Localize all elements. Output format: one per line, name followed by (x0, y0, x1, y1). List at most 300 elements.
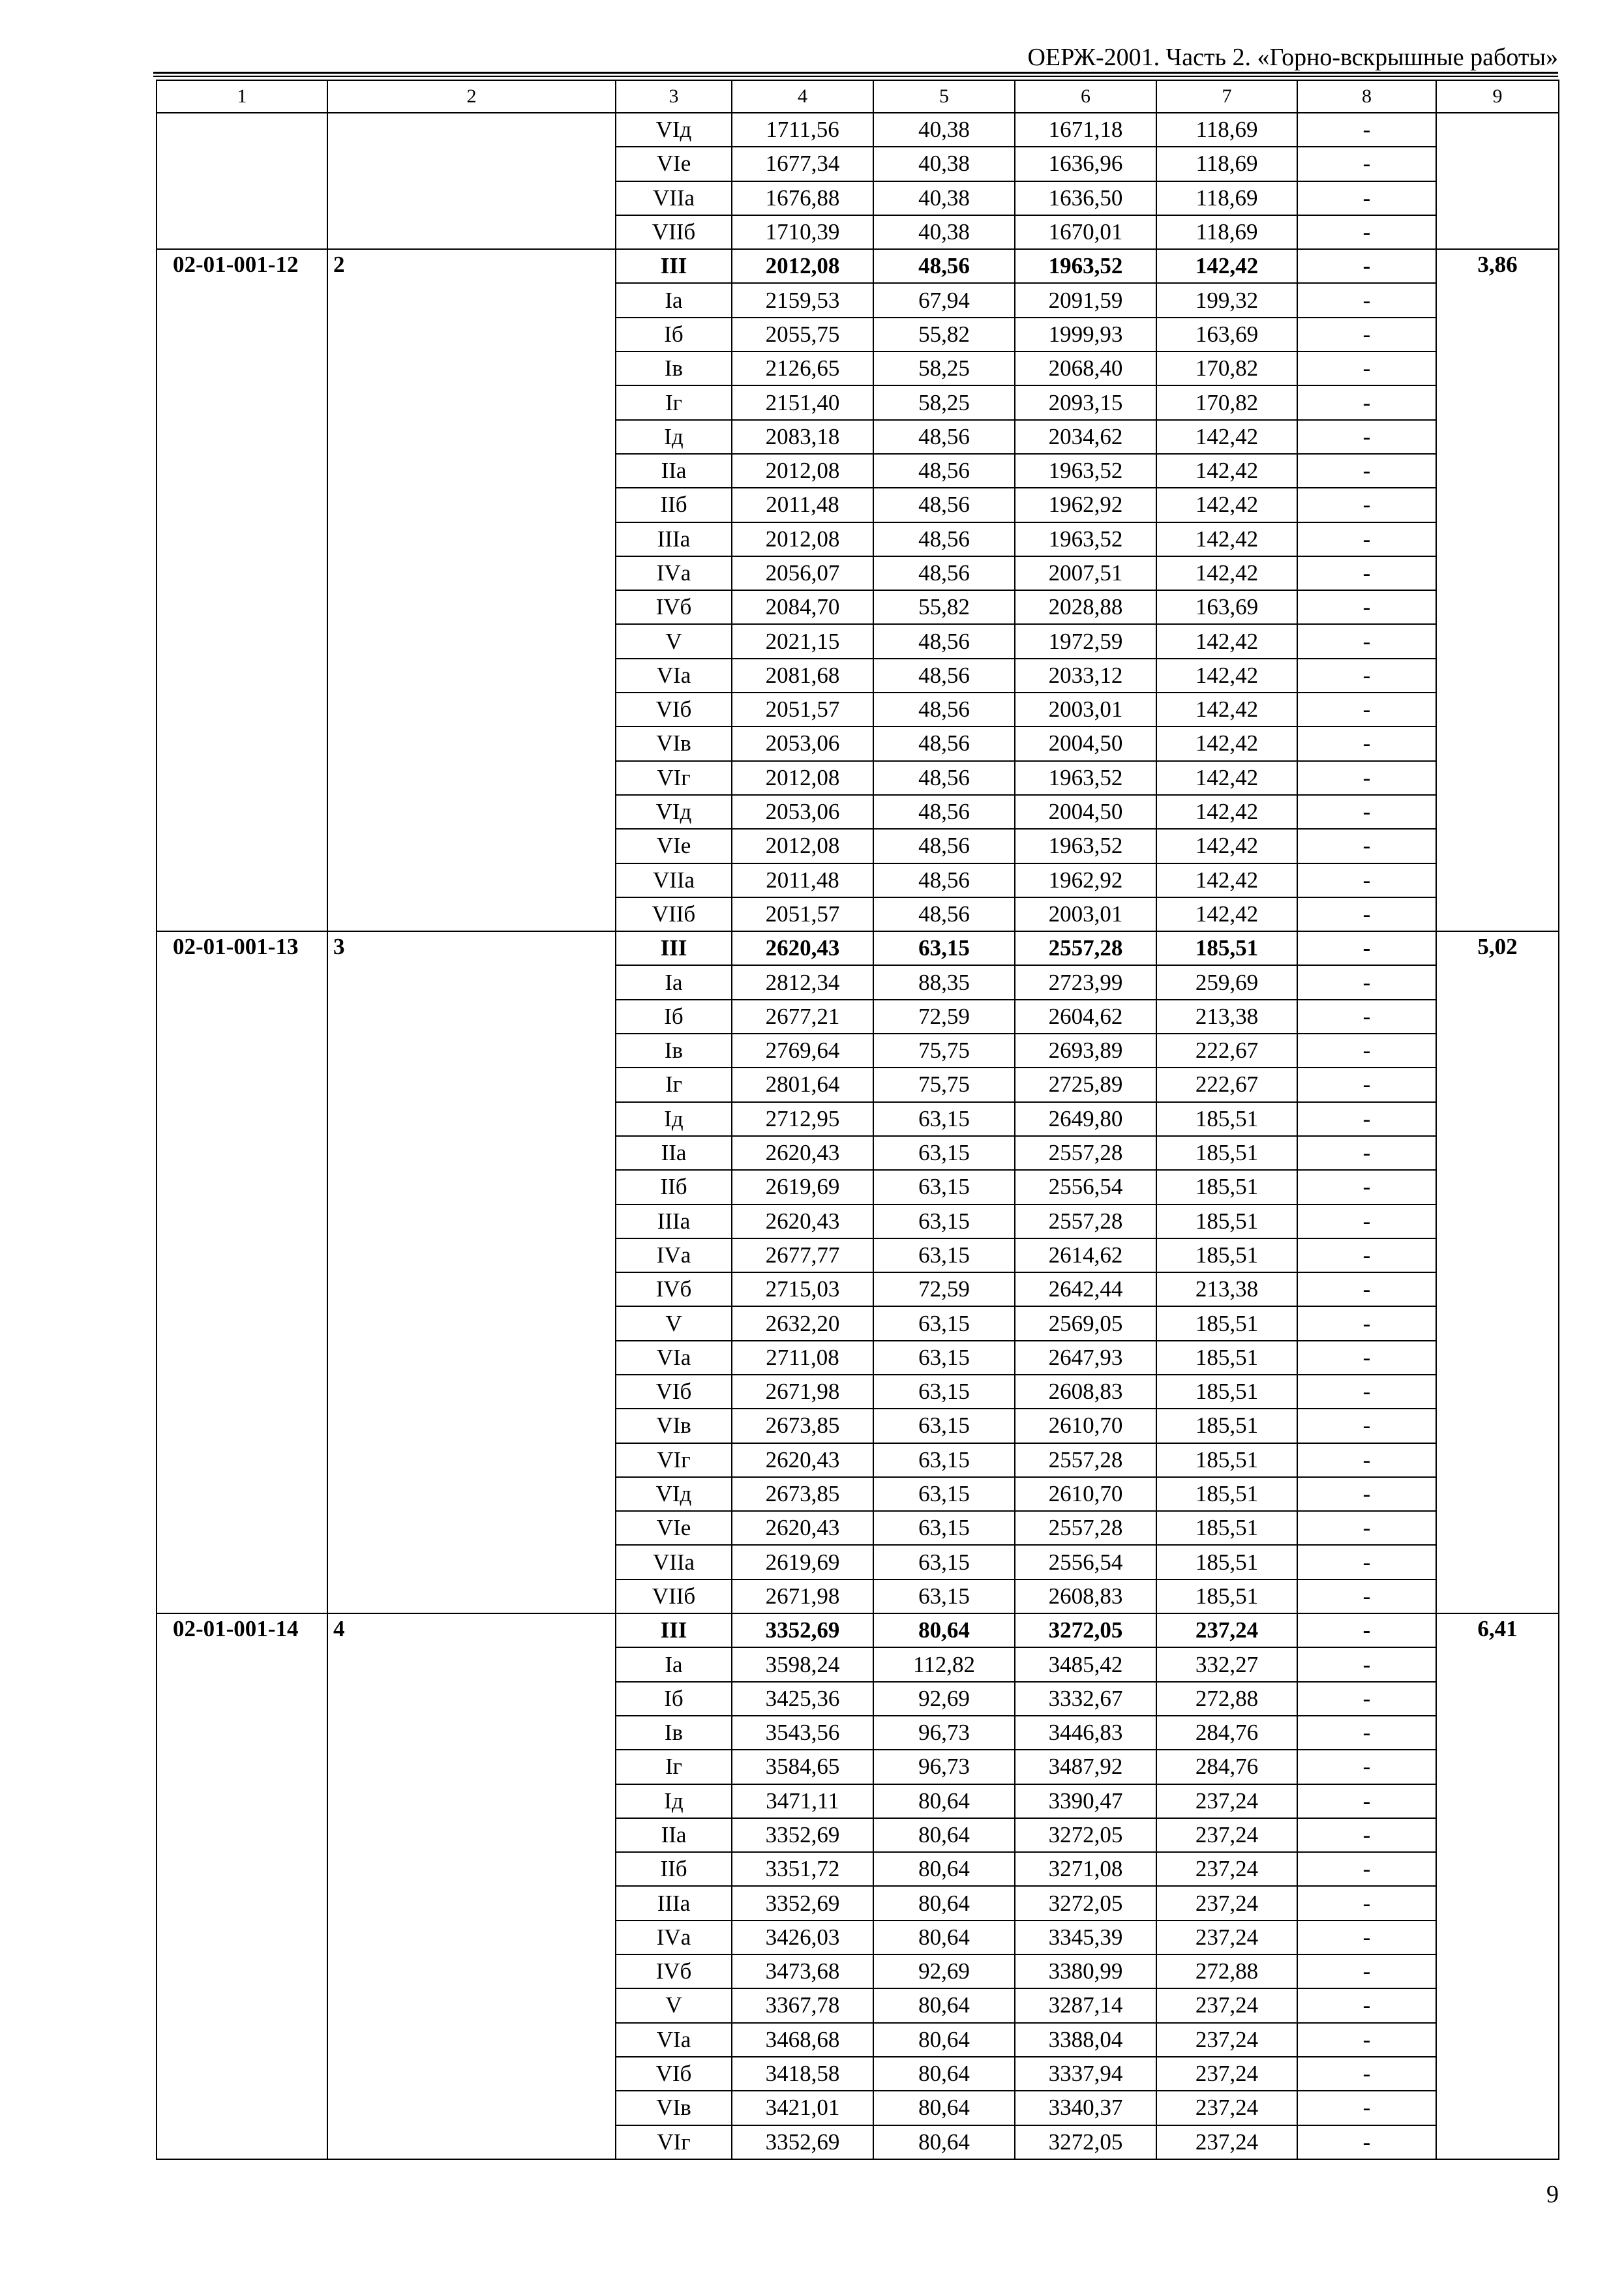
table-cell-col4: 2632,20 (732, 1306, 873, 1340)
table-cell-col8: - (1297, 1102, 1436, 1136)
table-cell-col7: 185,51 (1156, 1579, 1297, 1613)
column-9-cell (1436, 113, 1559, 249)
table-cell-col5: 48,56 (873, 556, 1015, 590)
table-cell-col6: 2028,88 (1015, 590, 1156, 624)
table-cell-col7: 142,42 (1156, 693, 1297, 726)
table-cell-col3: VIе (616, 147, 732, 181)
table-cell-col6: 2569,05 (1015, 1306, 1156, 1340)
table-cell-col6: 2723,99 (1015, 965, 1156, 999)
table-cell-col8: - (1297, 1579, 1436, 1613)
table-cell-col7: 170,82 (1156, 385, 1297, 419)
table-cell-col3: VIв (616, 2091, 732, 2125)
table-cell-col8: - (1297, 693, 1436, 726)
table-row (157, 1613, 1559, 1647)
table-cell-col5: 48,56 (873, 249, 1015, 283)
table-cell-col3: IVа (616, 556, 732, 590)
table-cell-col8: - (1297, 1750, 1436, 1784)
table-cell-col7: 185,51 (1156, 1306, 1297, 1340)
table-cell-col4: 2053,06 (732, 726, 873, 760)
table-cell-col6: 3332,67 (1015, 1682, 1156, 1716)
table-cell-col7: 237,24 (1156, 1784, 1297, 1818)
table-cell-col4: 2801,64 (732, 1068, 873, 1101)
table-cell-col7: 237,24 (1156, 1886, 1297, 1920)
table-cell-col4: 1677,34 (732, 147, 873, 181)
table-cell-col8: - (1297, 454, 1436, 488)
table-cell-col7: 237,24 (1156, 1613, 1297, 1647)
table-cell-col3: Iд (616, 1102, 732, 1136)
column-9-cell: 5,02 (1436, 931, 1559, 1613)
table-cell-col7: 142,42 (1156, 420, 1297, 454)
table-cell-col6: 1972,59 (1015, 624, 1156, 658)
table-cell-col5: 63,15 (873, 1545, 1015, 1579)
table-cell-col4: 3584,65 (732, 1750, 873, 1784)
table-cell-col5: 48,56 (873, 454, 1015, 488)
table-cell-col5: 63,15 (873, 1409, 1015, 1443)
table-cell-col7: 118,69 (1156, 215, 1297, 249)
table-cell-col6: 2557,28 (1015, 1443, 1156, 1477)
table-cell-col3: V (616, 1306, 732, 1340)
table-cell-col5: 72,59 (873, 1272, 1015, 1306)
table-cell-col7: 185,51 (1156, 931, 1297, 965)
table-cell-col3: VIд (616, 795, 732, 829)
table-cell-col7: 185,51 (1156, 1545, 1297, 1579)
table-cell-col6: 2557,28 (1015, 1511, 1156, 1545)
table-cell-col3: VIа (616, 2023, 732, 2057)
table-cell-col3: VIIб (616, 897, 732, 931)
table-cell-col6: 2003,01 (1015, 693, 1156, 726)
table-cell-col3: Iб (616, 318, 732, 352)
table-cell-col6: 2610,70 (1015, 1477, 1156, 1511)
table-cell-col3: Iг (616, 1068, 732, 1101)
table-cell-col5: 80,64 (873, 2023, 1015, 2057)
table-cell-col7: 142,42 (1156, 556, 1297, 590)
table-cell-col7: 185,51 (1156, 1170, 1297, 1204)
table-cell-col5: 48,56 (873, 420, 1015, 454)
table-cell-col8: - (1297, 283, 1436, 317)
table-cell-col5: 58,25 (873, 385, 1015, 419)
table-cell-col7: 185,51 (1156, 1409, 1297, 1443)
table-cell-col7: 170,82 (1156, 352, 1297, 385)
table-cell-col4: 2677,21 (732, 1000, 873, 1034)
table-cell-col6: 2608,83 (1015, 1375, 1156, 1409)
table-cell-col6: 2091,59 (1015, 283, 1156, 317)
column-9-cell: 3,86 (1436, 249, 1559, 931)
table-cell-col8: - (1297, 659, 1436, 693)
table-cell-col5: 63,15 (873, 1306, 1015, 1340)
table-cell-col3: VIе (616, 1511, 732, 1545)
table-cell-col3: VIIа (616, 1545, 732, 1579)
table-cell-col8: - (1297, 1272, 1436, 1306)
table-cell-col3: VIб (616, 693, 732, 726)
table-cell-col6: 1671,18 (1015, 113, 1156, 147)
table-cell-col8: - (1297, 761, 1436, 795)
table-cell-col5: 72,59 (873, 1000, 1015, 1034)
table-cell-col5: 48,56 (873, 761, 1015, 795)
table-cell-col3: III (616, 249, 732, 283)
table-cell-col4: 2012,08 (732, 761, 873, 795)
table-cell-col6: 2007,51 (1015, 556, 1156, 590)
table-cell-col4: 3598,24 (732, 1647, 873, 1681)
table-cell-col5: 63,15 (873, 1477, 1015, 1511)
table-cell-col7: 185,51 (1156, 1341, 1297, 1375)
table-cell-col6: 1962,92 (1015, 488, 1156, 522)
table-cell-col7: 142,42 (1156, 454, 1297, 488)
column-number-4: 4 (732, 80, 873, 113)
table-cell-col4: 3352,69 (732, 1613, 873, 1647)
table-cell-col5: 96,73 (873, 1716, 1015, 1750)
table-cell-col7: 332,27 (1156, 1647, 1297, 1681)
table-cell-col5: 48,56 (873, 693, 1015, 726)
table-cell-col7: 237,24 (1156, 2091, 1297, 2125)
table-cell-col5: 40,38 (873, 181, 1015, 215)
table-cell-col6: 2642,44 (1015, 1272, 1156, 1306)
table-cell-col4: 2671,98 (732, 1579, 873, 1613)
table-cell-col7: 118,69 (1156, 181, 1297, 215)
table-cell-col4: 2081,68 (732, 659, 873, 693)
table-cell-col7: 185,51 (1156, 1477, 1297, 1511)
table-cell-col4: 2712,95 (732, 1102, 873, 1136)
table-row (157, 249, 1559, 283)
table-cell-col7: 142,42 (1156, 726, 1297, 760)
table-cell-col5: 67,94 (873, 283, 1015, 317)
table-cell-col6: 1963,52 (1015, 829, 1156, 863)
table-cell-col8: - (1297, 829, 1436, 863)
table-cell-col3: VIв (616, 726, 732, 760)
table-cell-col8: - (1297, 1921, 1436, 1954)
table-cell-col4: 3352,69 (732, 1818, 873, 1852)
table-cell-col7: 185,51 (1156, 1375, 1297, 1409)
table-cell-col6: 3340,37 (1015, 2091, 1156, 2125)
table-cell-col6: 2033,12 (1015, 659, 1156, 693)
table-cell-col5: 80,64 (873, 1921, 1015, 1954)
table-cell-col5: 48,56 (873, 659, 1015, 693)
table-cell-col4: 3426,03 (732, 1921, 873, 1954)
table-cell-col8: - (1297, 2023, 1436, 2057)
table-cell-col6: 2557,28 (1015, 931, 1156, 965)
table-cell-col8: - (1297, 1545, 1436, 1579)
table-cell-col3: IIб (616, 488, 732, 522)
norm-code-cell (157, 113, 327, 249)
table-cell-col4: 2619,69 (732, 1545, 873, 1579)
table-cell-col7: 142,42 (1156, 829, 1297, 863)
table-cell-col4: 2159,53 (732, 283, 873, 317)
table-cell-col8: - (1297, 1477, 1436, 1511)
group-cell (327, 113, 616, 249)
table-cell-col4: 1710,39 (732, 215, 873, 249)
table-cell-col6: 2034,62 (1015, 420, 1156, 454)
table-cell-col3: Iа (616, 965, 732, 999)
table-cell-col3: Iа (616, 1647, 732, 1681)
table-cell-col4: 2769,64 (732, 1034, 873, 1068)
table-cell-col8: - (1297, 1375, 1436, 1409)
table-cell-col8: - (1297, 1988, 1436, 2022)
table-cell-col3: IIа (616, 454, 732, 488)
table-cell-col3: VIIа (616, 181, 732, 215)
table-cell-col8: - (1297, 420, 1436, 454)
table-cell-col3: Iд (616, 420, 732, 454)
table-cell-col8: - (1297, 522, 1436, 556)
table-cell-col4: 2620,43 (732, 1511, 873, 1545)
table-cell-col8: - (1297, 624, 1436, 658)
header-rule-thick (153, 72, 1558, 74)
table-cell-col8: - (1297, 1306, 1436, 1340)
table-cell-col3: IIIа (616, 522, 732, 556)
table-cell-col3: IIа (616, 1136, 732, 1170)
table-cell-col6: 2068,40 (1015, 352, 1156, 385)
table-cell-col8: - (1297, 2057, 1436, 2091)
running-header: ОЕРЖ-2001. Часть 2. «Горно-вскрышные работы» (1027, 44, 1558, 71)
table-cell-col3: VIIб (616, 215, 732, 249)
column-number-8: 8 (1297, 80, 1436, 113)
table-cell-col3: Iа (616, 283, 732, 317)
table-cell-col7: 142,42 (1156, 624, 1297, 658)
table-cell-col5: 92,69 (873, 1954, 1015, 1988)
table-cell-col4: 3473,68 (732, 1954, 873, 1988)
table-cell-col3: VIг (616, 761, 732, 795)
table-cell-col3: III (616, 931, 732, 965)
table-cell-col4: 2055,75 (732, 318, 873, 352)
table-cell-col6: 3380,99 (1015, 1954, 1156, 1988)
table-cell-col8: - (1297, 352, 1436, 385)
table-cell-col8: - (1297, 1000, 1436, 1034)
table-cell-col3: IIб (616, 1852, 732, 1886)
table-cell-col8: - (1297, 1613, 1436, 1647)
table-cell-col4: 2126,65 (732, 352, 873, 385)
table-cell-col6: 3390,47 (1015, 1784, 1156, 1818)
table-cell-col3: Iб (616, 1682, 732, 1716)
table-row (157, 113, 1559, 147)
table-cell-col6: 3388,04 (1015, 2023, 1156, 2057)
table-cell-col6: 2557,28 (1015, 1204, 1156, 1238)
table-cell-col3: VIб (616, 2057, 732, 2091)
table-cell-col4: 3468,68 (732, 2023, 873, 2057)
group-cell: 4 (327, 1613, 616, 2159)
table-cell-col6: 1670,01 (1015, 215, 1156, 249)
table-cell-col5: 63,15 (873, 1136, 1015, 1170)
table-cell-col5: 80,64 (873, 1988, 1015, 2022)
table-cell-col5: 80,64 (873, 1613, 1015, 1647)
table-cell-col5: 63,15 (873, 1204, 1015, 1238)
table-cell-col8: - (1297, 1068, 1436, 1101)
table-cell-col6: 2610,70 (1015, 1409, 1156, 1443)
table-cell-col8: - (1297, 1954, 1436, 1988)
table-cell-col8: - (1297, 590, 1436, 624)
table-cell-col3: IVб (616, 590, 732, 624)
norm-code-cell: 02-01-001-12 (157, 249, 327, 931)
table-cell-col3: IVб (616, 1954, 732, 1988)
table-cell-col5: 63,15 (873, 1511, 1015, 1545)
table-cell-col4: 2084,70 (732, 590, 873, 624)
table-cell-col3: IIа (616, 1818, 732, 1852)
table-cell-col7: 237,24 (1156, 2023, 1297, 2057)
table-cell-col3: V (616, 624, 732, 658)
table-cell-col8: - (1297, 1136, 1436, 1170)
table-cell-col6: 2556,54 (1015, 1545, 1156, 1579)
table-cell-col4: 1711,56 (732, 113, 873, 147)
table-cell-col8: - (1297, 1716, 1436, 1750)
table-cell-col4: 2673,85 (732, 1477, 873, 1511)
table-cell-col4: 2053,06 (732, 795, 873, 829)
table-cell-col7: 118,69 (1156, 113, 1297, 147)
table-cell-col8: - (1297, 897, 1436, 931)
table-cell-col3: Iг (616, 385, 732, 419)
table-cell-col7: 185,51 (1156, 1102, 1297, 1136)
table-cell-col5: 75,75 (873, 1034, 1015, 1068)
table-cell-col6: 1963,52 (1015, 249, 1156, 283)
table-cell-col3: V (616, 1988, 732, 2022)
table-cell-col6: 3345,39 (1015, 1921, 1156, 1954)
table-cell-col4: 2620,43 (732, 1204, 873, 1238)
table-cell-col4: 3543,56 (732, 1716, 873, 1750)
table-cell-col5: 48,56 (873, 726, 1015, 760)
table-cell-col8: - (1297, 1852, 1436, 1886)
table-cell-col5: 40,38 (873, 215, 1015, 249)
table-cell-col5: 63,15 (873, 1238, 1015, 1272)
table-cell-col7: 142,42 (1156, 488, 1297, 522)
table-cell-col7: 237,24 (1156, 1852, 1297, 1886)
table-cell-col8: - (1297, 1443, 1436, 1477)
table-cell-col5: 63,15 (873, 1102, 1015, 1136)
table-cell-col4: 3425,36 (732, 1682, 873, 1716)
table-cell-col4: 2011,48 (732, 488, 873, 522)
table-cell-col7: 237,24 (1156, 1988, 1297, 2022)
table-cell-col5: 96,73 (873, 1750, 1015, 1784)
table-cell-col5: 48,56 (873, 522, 1015, 556)
table-cell-col6: 1963,52 (1015, 454, 1156, 488)
table-cell-col8: - (1297, 147, 1436, 181)
table-cell-col3: III (616, 1613, 732, 1647)
table-cell-col6: 1963,52 (1015, 761, 1156, 795)
table-cell-col8: - (1297, 863, 1436, 897)
table-cell-col3: VIе (616, 829, 732, 863)
table-cell-col8: - (1297, 215, 1436, 249)
table-cell-col5: 112,82 (873, 1647, 1015, 1681)
table-cell-col4: 2012,08 (732, 829, 873, 863)
table-cell-col6: 2647,93 (1015, 1341, 1156, 1375)
header-rule-thin (153, 76, 1558, 77)
table-cell-col3: Iв (616, 1716, 732, 1750)
table-cell-col5: 92,69 (873, 1682, 1015, 1716)
table-cell-col6: 2649,80 (1015, 1102, 1156, 1136)
column-number-2: 2 (327, 80, 616, 113)
table-cell-col5: 63,15 (873, 1341, 1015, 1375)
table-cell-col8: - (1297, 1238, 1436, 1272)
table-cell-col6: 2004,50 (1015, 795, 1156, 829)
column-number-row (157, 80, 1559, 113)
table-cell-col5: 48,56 (873, 829, 1015, 863)
table-cell-col3: IVа (616, 1921, 732, 1954)
table-cell-col3: IVб (616, 1272, 732, 1306)
table-cell-col3: IIб (616, 1170, 732, 1204)
table-cell-col7: 213,38 (1156, 1272, 1297, 1306)
table-cell-col5: 80,64 (873, 2125, 1015, 2159)
table-cell-col6: 2093,15 (1015, 385, 1156, 419)
table-cell-col4: 3352,69 (732, 2125, 873, 2159)
table-cell-col5: 80,64 (873, 1886, 1015, 1920)
table-cell-col4: 2151,40 (732, 385, 873, 419)
table-cell-col4: 2051,57 (732, 693, 873, 726)
table-cell-col8: - (1297, 385, 1436, 419)
table-cell-col6: 3287,14 (1015, 1988, 1156, 2022)
column-number-7: 7 (1156, 80, 1297, 113)
table-cell-col5: 80,64 (873, 2091, 1015, 2125)
table-cell-col5: 48,56 (873, 897, 1015, 931)
table-cell-col4: 3471,11 (732, 1784, 873, 1818)
table-cell-col6: 1963,52 (1015, 522, 1156, 556)
table-cell-col3: VIа (616, 1341, 732, 1375)
table-cell-col7: 185,51 (1156, 1204, 1297, 1238)
table-cell-col6: 3446,83 (1015, 1716, 1156, 1750)
table-cell-col8: - (1297, 2125, 1436, 2159)
table-cell-col4: 3418,58 (732, 2057, 873, 2091)
table-cell-col5: 88,35 (873, 965, 1015, 999)
table-cell-col4: 2056,07 (732, 556, 873, 590)
table-cell-col4: 2715,03 (732, 1272, 873, 1306)
table-cell-col7: 259,69 (1156, 965, 1297, 999)
table-cell-col3: IIIа (616, 1204, 732, 1238)
table-cell-col7: 237,24 (1156, 2057, 1297, 2091)
table-cell-col8: - (1297, 1341, 1436, 1375)
table-cell-col8: - (1297, 1409, 1436, 1443)
table-cell-col5: 63,15 (873, 931, 1015, 965)
table-cell-col5: 80,64 (873, 2057, 1015, 2091)
table-cell-col3: VIд (616, 113, 732, 147)
table-cell-col6: 2693,89 (1015, 1034, 1156, 1068)
table-cell-col4: 2619,69 (732, 1170, 873, 1204)
table-cell-col3: VIIб (616, 1579, 732, 1613)
table-cell-col5: 63,15 (873, 1170, 1015, 1204)
table-cell-col6: 1636,96 (1015, 147, 1156, 181)
norm-code-cell: 02-01-001-13 (157, 931, 327, 1613)
table-cell-col6: 3272,05 (1015, 1886, 1156, 1920)
table-cell-col3: Iг (616, 1750, 732, 1784)
table-cell-col8: - (1297, 113, 1436, 147)
table-cell-col3: VIIа (616, 863, 732, 897)
table-cell-col6: 2004,50 (1015, 726, 1156, 760)
table-cell-col4: 2011,48 (732, 863, 873, 897)
table-cell-col3: VIб (616, 1375, 732, 1409)
table-cell-col3: VIд (616, 1477, 732, 1511)
table-cell-col5: 55,82 (873, 590, 1015, 624)
table-cell-col5: 63,15 (873, 1375, 1015, 1409)
table-cell-col8: - (1297, 726, 1436, 760)
table-cell-col5: 48,56 (873, 795, 1015, 829)
table-cell-col6: 1636,50 (1015, 181, 1156, 215)
table-cell-col4: 3351,72 (732, 1852, 873, 1886)
table-cell-col6: 3487,92 (1015, 1750, 1156, 1784)
table-cell-col8: - (1297, 1034, 1436, 1068)
table-cell-col7: 185,51 (1156, 1443, 1297, 1477)
table-cell-col4: 2673,85 (732, 1409, 873, 1443)
group-cell: 3 (327, 931, 616, 1613)
table-cell-col6: 3272,05 (1015, 2125, 1156, 2159)
table-cell-col8: - (1297, 1886, 1436, 1920)
column-number-3: 3 (616, 80, 732, 113)
table-cell-col8: - (1297, 1170, 1436, 1204)
table-cell-col3: VIа (616, 659, 732, 693)
table-cell-col4: 2021,15 (732, 624, 873, 658)
table-cell-col4: 2620,43 (732, 1136, 873, 1170)
table-cell-col7: 284,76 (1156, 1716, 1297, 1750)
table-row (157, 931, 1559, 965)
table-cell-col4: 2711,08 (732, 1341, 873, 1375)
table-cell-col7: 185,51 (1156, 1511, 1297, 1545)
table-cell-col4: 2051,57 (732, 897, 873, 931)
table-cell-col3: Iд (616, 1784, 732, 1818)
column-number-1: 1 (157, 80, 327, 113)
table-cell-col4: 2671,98 (732, 1375, 873, 1409)
table-cell-col7: 222,67 (1156, 1068, 1297, 1101)
